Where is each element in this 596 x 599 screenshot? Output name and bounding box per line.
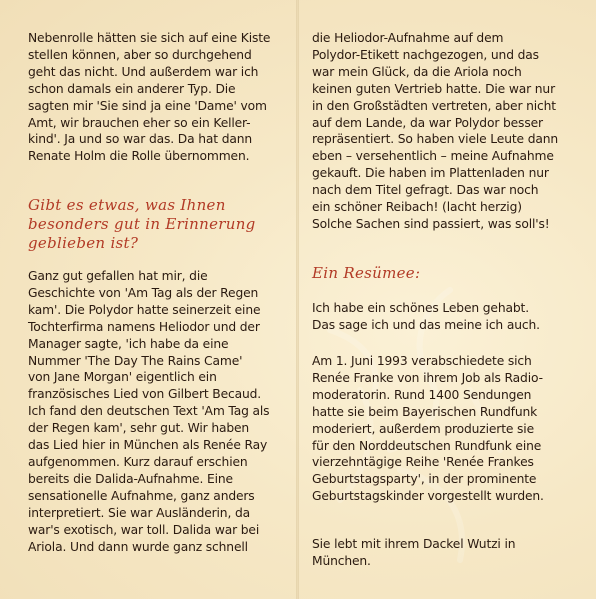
heading-line: besonders gut in Erinnerung: [28, 215, 256, 233]
text-line: das Lied hier in München als Renée Ray: [28, 438, 268, 453]
text-line: aufgenommen. Kurz darauf erschien: [28, 454, 248, 469]
text-line: französisches Lied von Gilbert Becaud.: [28, 387, 262, 402]
text-line: München.: [312, 553, 371, 568]
text-line: hatte sie beim Bayerischen Rundfunk: [312, 404, 538, 419]
text-line: Nebenrolle hätten sie sich auf eine Kiste: [28, 31, 271, 45]
text-line: Renate Holm die Rolle übernommen.: [28, 149, 250, 164]
summary-heading: [312, 264, 420, 283]
heading-line: Ein Resümee:: [312, 264, 421, 282]
text-line: von Jane Morgan' eigentlich ein: [28, 370, 217, 385]
text-line: Renée Franke von ihrem Job als Radio-: [312, 370, 543, 385]
text-line: schon damals ein anderer Typ. Die: [28, 81, 236, 96]
text-line: vierzehntägige Reihe 'Renée Frankes: [312, 455, 534, 470]
text-line: nach dem Titel gefragt. Das war noch: [312, 183, 539, 198]
intro-paragraph: [28, 30, 270, 165]
text-line: für den Norddeutschen Rundfunk eine: [312, 438, 542, 453]
text-line: in den Großstädten vertreten, aber nicht: [312, 98, 556, 113]
text-line: stellen können, aber so durchgehend: [28, 47, 252, 62]
text-line: Ariola. Und dann wurde ganz schnell: [28, 539, 248, 554]
text-line: auf dem Lande, da war Polydor besser: [312, 115, 543, 130]
text-line: die Heliodor-Aufnahme auf dem: [312, 31, 504, 45]
text-line: sensationelle Aufnahme, ganz anders: [28, 488, 255, 503]
text-line: Tochterfirma namens Heliodor und der: [28, 319, 260, 334]
text-line: war mein Glück, da die Ariola noch: [312, 64, 522, 79]
text-line: Amt, wir brauchen eher so ein Keller-: [28, 115, 251, 130]
text-line: Polydor-Etikett nachgezogen, und das: [312, 47, 539, 62]
text-line: der Regen kam', sehr gut. Wir haben: [28, 421, 250, 436]
text-line: Geburtstagskinder vorgestellt wurden.: [312, 489, 544, 504]
text-line: kam'. Die Polydor hatte seinerzeit eine: [28, 302, 261, 317]
text-line: war's exotisch, war toll. Dalida war bei: [28, 522, 260, 537]
text-line: gekauft. Die haben im Plattenladen nur: [312, 166, 549, 181]
continued-paragraph: [312, 30, 558, 233]
text-line: Am 1. Juni 1993 verabschiedete sich: [312, 354, 532, 368]
text-line: moderatorin. Rund 1400 Sendungen: [312, 387, 532, 402]
text-line: geht das nicht. Und außerdem war ich: [28, 64, 259, 79]
text-line: eben – versehentlich – meine Aufnahme: [312, 149, 554, 164]
closing-paragraph: [312, 536, 515, 570]
text-line: Ich habe ein schönes Leben gehabt.: [312, 301, 529, 315]
text-line: Ich fand den deutschen Text 'Am Tag als: [28, 404, 270, 419]
text-line: Manager sagte, 'ich habe da eine: [28, 336, 229, 351]
heading-line: Gibt es etwas, was Ihnen: [28, 196, 226, 214]
text-line: Geburtstagsparty', in der prominente: [312, 472, 537, 487]
text-line: Geschichte von 'Am Tag als der Regen: [28, 285, 259, 300]
answer-paragraph: [28, 268, 269, 555]
text-line: Solche Sachen sind passiert, was soll's!: [312, 216, 550, 231]
text-line: Ganz gut gefallen hat mir, die: [28, 269, 208, 283]
text-line: repräsentiert. So haben viele Leute dann: [312, 132, 559, 147]
text-line: moderiert, außerdem produzierte sie: [312, 421, 534, 436]
heading-line: geblieben ist?: [28, 234, 139, 252]
question-heading: [28, 196, 256, 253]
page-fold: [296, 0, 299, 599]
text-line: kind'. Ja und so war das. Da hat dann: [28, 132, 253, 147]
text-line: sagten mir 'Sie sind ja eine 'Dame' vom: [28, 98, 267, 113]
text-line: Das sage ich und das meine ich auch.: [312, 317, 540, 332]
text-line: Sie lebt mit ihrem Dackel Wutzi in: [312, 537, 516, 551]
text-line: interpretiert. Sie war Ausländerin, da: [28, 505, 251, 520]
biography-paragraph: [312, 353, 544, 505]
text-line: keinen guten Vertrieb hatte. Die war nur: [312, 81, 555, 96]
summary-paragraph: [312, 300, 540, 334]
text-line: ein schöner Reibach! (lacht herzig): [312, 200, 522, 215]
text-line: Nummer 'The Day The Rains Came': [28, 353, 243, 368]
text-line: bereits die Dalida-Aufnahme. Eine: [28, 471, 233, 486]
